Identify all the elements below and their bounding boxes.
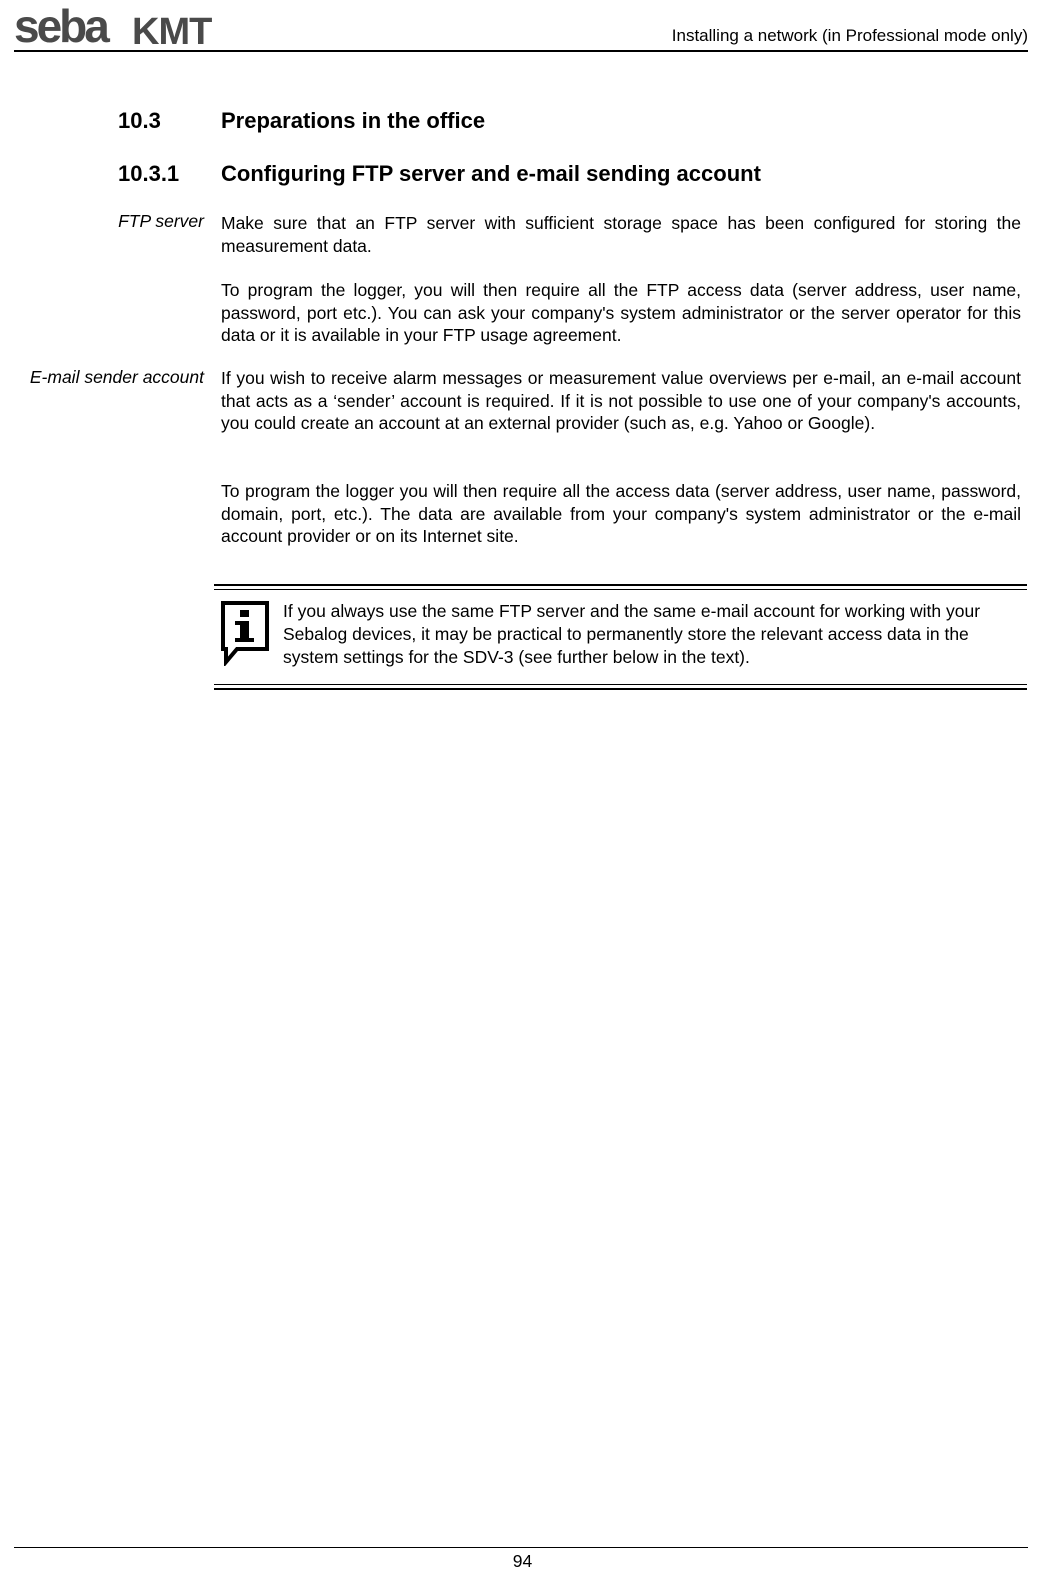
subsection-title: Configuring FTP server and e-mail sending account: [221, 161, 761, 186]
svg-text:seba: seba: [14, 6, 107, 50]
note-top-rule: [214, 584, 1027, 586]
svg-text:KMT: KMT: [132, 11, 212, 50]
subsection-number: 10.3.1: [118, 161, 180, 186]
page-number: 94: [512, 1551, 533, 1571]
paragraph-email-access-data: To program the logger you will then require all the access data (server address, user name, password, domain, port, etc.). The data are available from your company's system administrator or the e-mail account provider or on its Internet site.: [221, 481, 1021, 546]
sidenote-email-sender: E-mail sender account: [29, 367, 204, 387]
footer-divider: [14, 1547, 1028, 1548]
note-top-rule-thin: [214, 589, 1027, 590]
running-header-title: Installing a network (in Professional mode only): [671, 26, 1028, 45]
paragraph-ftp-storage: Make sure that an FTP server with sufficient storage space has been configured for storing the measurement data.: [221, 213, 1021, 256]
sidenote-ftp-server: FTP server: [118, 211, 204, 231]
paragraph-email-account: If you wish to receive alarm messages or measurement value overviews per e-mail, an e-mail account that acts as a ‘sender’ account is required. If it is not possible to use one of your company's accounts, you could create an account at an external provider (such as, e.g. Yahoo or Google).: [221, 368, 1021, 433]
info-icon: [220, 600, 270, 666]
info-note-box: [214, 584, 1027, 694]
section-number: 10.3: [118, 108, 161, 133]
header-divider: [14, 50, 1028, 52]
paragraph-ftp-access-data: To program the logger, you will then require all the FTP access data (server address, user name, password, port etc.). You can ask your company's system administrator or the server operator for this data or it is available in your FTP usage agreement.: [221, 280, 1021, 345]
note-bottom-rule-thin: [214, 684, 1027, 685]
sebakmt-logo: [14, 6, 240, 50]
section-title: Preparations in the office: [221, 108, 486, 133]
note-text: If you always use the same FTP server and the same e-mail account for working with your Sebalog devices, it may be practical to permanently store the relevant access data in the system settings for the SDV-3 (see further below in the text).: [283, 601, 981, 667]
note-bottom-rule: [214, 688, 1027, 690]
